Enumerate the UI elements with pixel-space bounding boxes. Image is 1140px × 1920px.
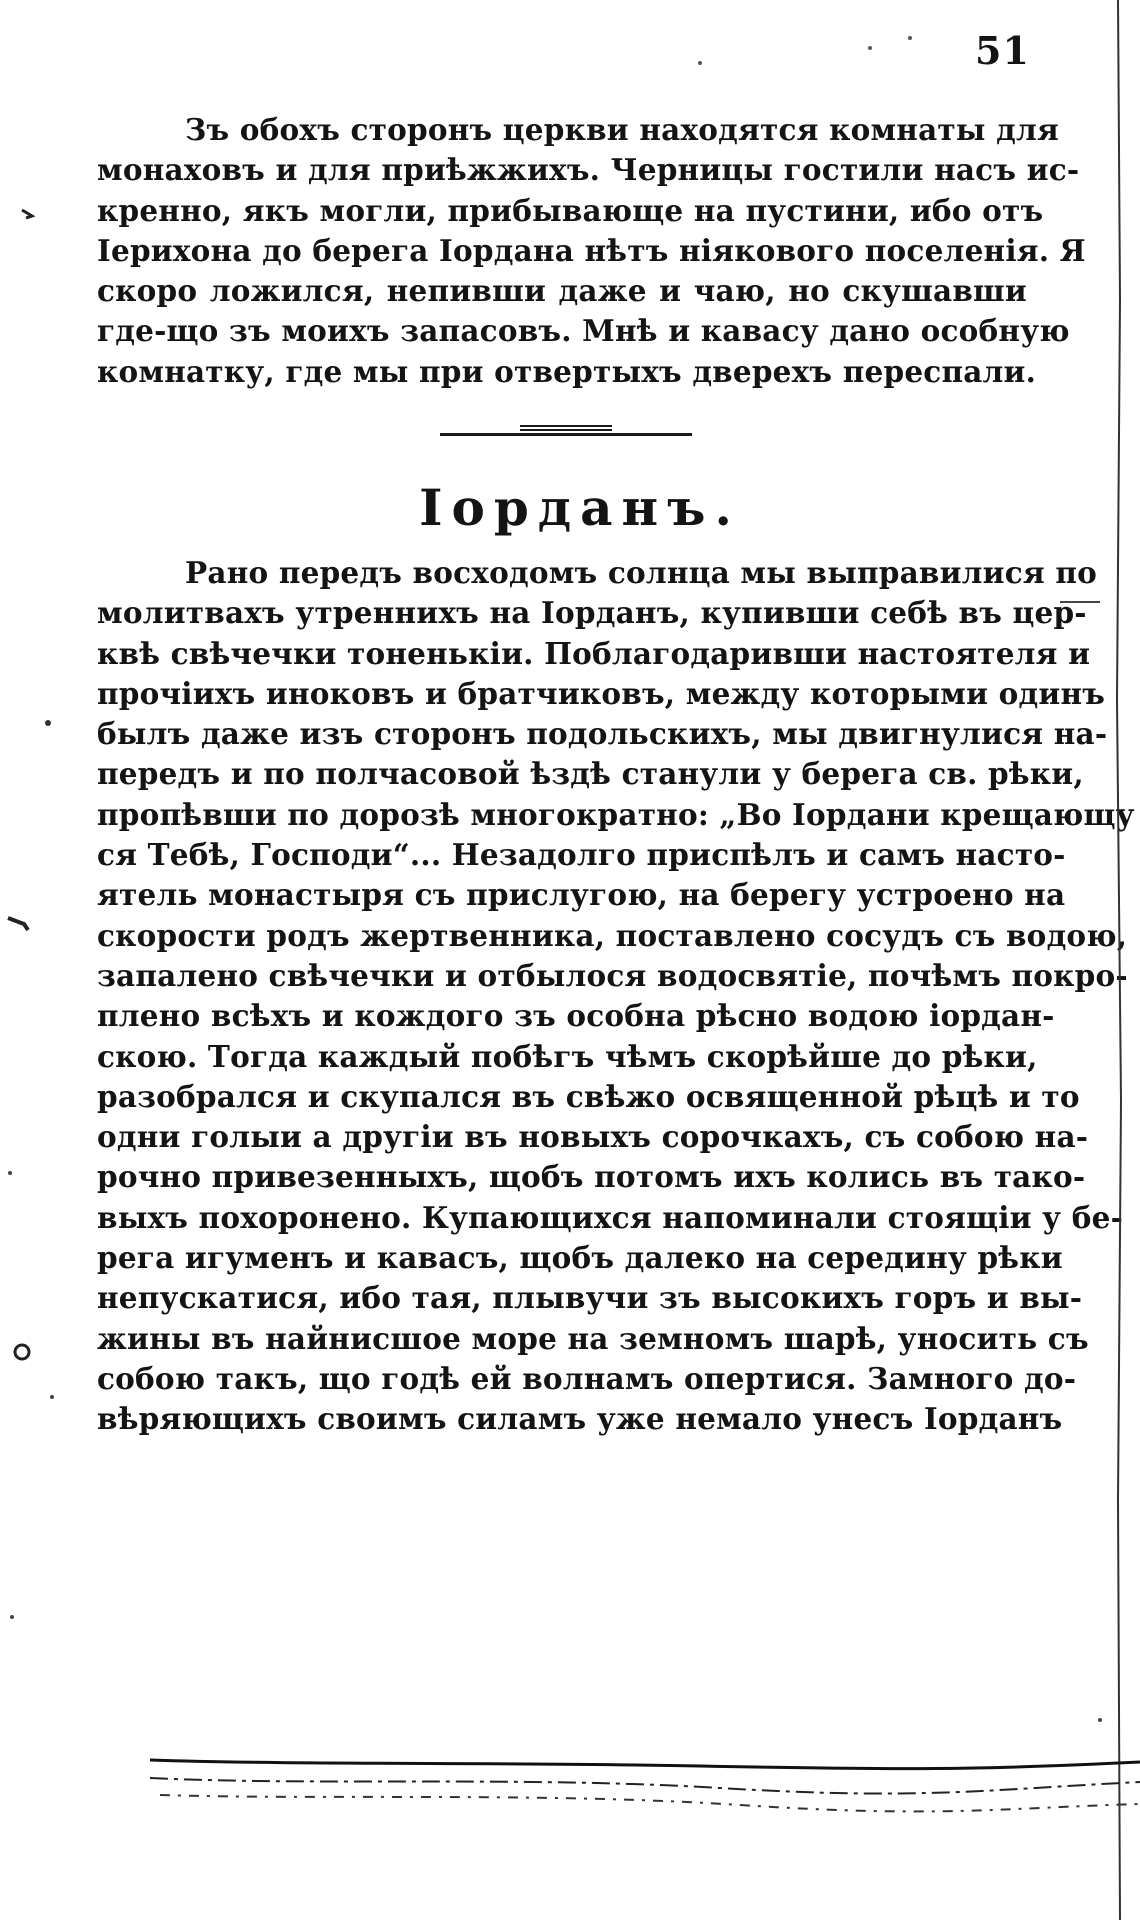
scan-mark: [15, 1345, 29, 1359]
text-line: молитвахъ утреннихъ на Іорданъ, купивши себѣ въ цер-: [97, 595, 1087, 631]
page-edge: [150, 1778, 1140, 1794]
text-line: рега игуменъ и кавасъ, щобъ далеко на середину рѣки: [97, 1240, 1063, 1276]
section-heading: Іорданъ.: [419, 478, 741, 537]
text-line: комнатку, где мы при отвертыхъ дверехъ переспали.: [97, 353, 1037, 389]
text-line: рочно привезенныхъ, щобъ потомъ ихъ колись въ тако-: [97, 1159, 1086, 1195]
scan-mark: [50, 1395, 54, 1399]
text-line: запалено свѣчечки и отбылося водосвятіе, почѣмъ покро-: [97, 957, 1128, 993]
scan-mark: [45, 720, 51, 726]
text-line: передъ и по полчасовой ѣздѣ станули у берега св. рѣки,: [97, 756, 1084, 792]
text-line: жины въ найнисшое море на земномъ шарѣ, уносить съ: [97, 1320, 1089, 1356]
text-line: кренно, якъ могли, прибывающе на пустини, ибо отъ: [97, 192, 1044, 228]
text-line: Іерихона до берега Іордана нѣтъ ніякового поселенія. Я: [97, 232, 1086, 268]
text-line: скорости родъ жертвенника, поставлено сосудъ съ водою,: [97, 917, 1128, 953]
text-line: прочіихъ иноковъ и братчиковъ, между которыми одинъ: [97, 675, 1106, 711]
text-line: пропѣвши по дорозѣ многократно: „Во Іордани крещающу: [97, 796, 1135, 832]
text-line: Рано передъ восходомъ солнца мы выправилися по: [185, 555, 1098, 590]
divider-rule-top: [520, 425, 612, 427]
page-number: 51: [975, 28, 1030, 73]
scan-mark: [908, 36, 912, 40]
text-line: непускатися, ибо тая, плывучи зъ высокихъ горъ и вы-: [97, 1280, 1083, 1316]
section-divider: [440, 425, 692, 437]
text-line: разобрался и скупался въ свѣжо освященной рѣцѣ и то: [97, 1078, 1080, 1114]
scan-mark: [8, 1171, 12, 1175]
paragraph-jordan: [97, 553, 1135, 1440]
text-line: где-що зъ моихъ запасовъ. Мнѣ и кавасу дано особную: [97, 313, 1070, 349]
text-line: выхъ похоронено. Купающихся напоминали стоящіи у бе-: [97, 1199, 1124, 1235]
text-line: ятель монастыря съ прислугою, на берегу устроено на: [97, 877, 1066, 913]
text-line: квѣ свѣчечки тоненькіи. Поблагодаривши настоятеля и: [97, 635, 1091, 671]
scan-mark: [698, 61, 702, 65]
text-line: одни голыи а другіи въ новыхъ сорочкахъ, съ собою на-: [97, 1119, 1089, 1155]
text-line: вѣряющихъ своимъ силамъ уже немало унесъ Іорданъ: [97, 1401, 1063, 1437]
paragraph-monastery-rooms: [97, 110, 1086, 392]
text-line: скою. Тогда каждый побѣгъ чѣмъ скорѣйше до рѣки,: [97, 1038, 1038, 1074]
page-edge: [160, 1795, 1140, 1811]
page-edge: [150, 1760, 1140, 1769]
text-line: скоро ложился, непивши даже и чаю, но скушавши: [97, 273, 1027, 309]
text-line: ся Тебѣ, Господи“... Незадолго приспѣлъ и самъ насто-: [97, 837, 1066, 873]
scan-mark: [868, 46, 872, 50]
divider-rule-middle: [520, 429, 612, 431]
text-line: монаховъ и для приѣжжихъ. Черницы гостили насъ ис-: [97, 152, 1080, 188]
scan-mark: [10, 1615, 14, 1619]
text-line: былъ даже изъ сторонъ подольскихъ, мы двигнулися на-: [97, 716, 1108, 752]
text-line: Зъ обохъ сторонъ церкви находятся комнаты для: [185, 112, 1059, 147]
scan-mark: [1098, 1718, 1102, 1722]
scan-mark: [8, 918, 28, 930]
divider-rule-bottom: [440, 433, 692, 436]
text-line: собою такъ, що годѣ ей волнамъ опертися. Замного до-: [97, 1360, 1077, 1396]
scan-mark: [22, 210, 32, 218]
text-line: плено всѣхъ и кождого зъ особна рѣсно водою іордан-: [97, 998, 1055, 1034]
